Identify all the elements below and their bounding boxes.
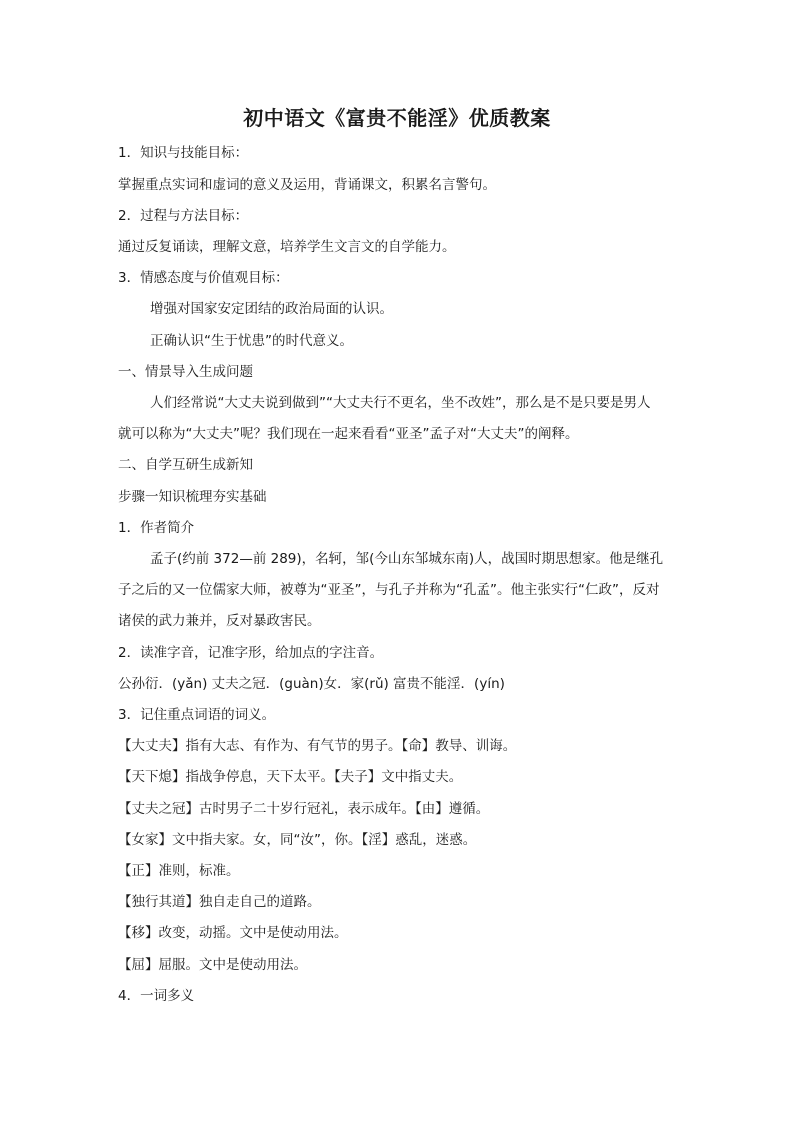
intro-paragraph-line-2: 就可以称为“大丈夫”呢？我们现在一起来看看“亚圣”孟子对“大丈夫”的阐释。	[118, 426, 579, 442]
vocab-heading: 3．记住重点词语的词义。	[118, 707, 276, 723]
pronunciation-heading: 2．读准字音，记准字形，给加点的字注音。	[118, 645, 384, 661]
objective-heading-1: 1．知识与技能目标：	[118, 145, 249, 161]
polysemy-heading: 4．一词多义	[118, 988, 195, 1004]
vocab-item-1: 【大丈夫】指有大志、有作为、有气节的男子。【命】教导、训诲。	[118, 738, 517, 754]
vocab-item-5: 【正】准则，标准。	[118, 863, 240, 879]
vocab-item-3: 【丈夫之冠】古时男子二十岁行冠礼，表示成年。【由】遵循。	[118, 801, 490, 817]
author-text-line-3: 诸侯的武力兼并，反对暴政害民。	[118, 613, 321, 629]
author-text-line-1: 孟子(约前 372—前 289)，名轲，邹(今山东邹城东南)人，战国时期思想家。他是继孔	[150, 551, 664, 567]
objective-text-3a: 增强对国家安定团结的政治局面的认识。	[150, 301, 393, 317]
objective-heading-3: 3．情感态度与价值观目标：	[118, 270, 289, 286]
page-title: 初中语文《富贵不能淫》优质教案	[243, 106, 551, 130]
author-text-line-2: 子之后的又一位儒家大师，被尊为“亚圣”，与孔子并称为“孔孟”。他主张实行“仁政”，反对	[118, 582, 660, 598]
objective-heading-2: 2．过程与方法目标：	[118, 208, 249, 224]
step-heading-1: 步骤一知识梳理夯实基础	[118, 489, 267, 505]
objective-text-3b: 正确认识“生于忧患”的时代意义。	[150, 333, 353, 349]
section-heading-1: 一、情景导入生成问题	[118, 364, 253, 380]
vocab-item-8: 【屈】屈服。文中是使动用法。	[118, 957, 307, 973]
vocab-item-6: 【独行其道】独自走自己的道路。	[118, 894, 321, 910]
author-heading: 1．作者简介	[118, 520, 195, 536]
vocab-item-4: 【女家】文中指夫家。女，同“汝”，你。【淫】惑乱，迷惑。	[118, 832, 477, 848]
section-heading-2: 二、自学互研生成新知	[118, 457, 253, 473]
vocab-item-7: 【移】改变，动摇。文中是使动用法。	[118, 925, 348, 941]
intro-paragraph-line-1: 人们经常说“大丈夫说到做到”“大丈夫行不更名，坐不改姓”，那么是不是只要是男人	[150, 395, 651, 411]
objective-text-1: 掌握重点实词和虚词的意义及运用，背诵课文，积累名言警句。	[118, 177, 496, 193]
vocab-item-2: 【天下熄】指战争停息，天下太平。【夫子】文中指丈夫。	[118, 769, 463, 785]
pronunciation-list: 公孙衍．(yǎn) 丈夫之冠．(guàn)女．家(rǔ) 富贵不能淫．(yín)	[118, 676, 505, 692]
objective-text-2: 通过反复诵读，理解文意，培养学生文言文的自学能力。	[118, 239, 456, 255]
